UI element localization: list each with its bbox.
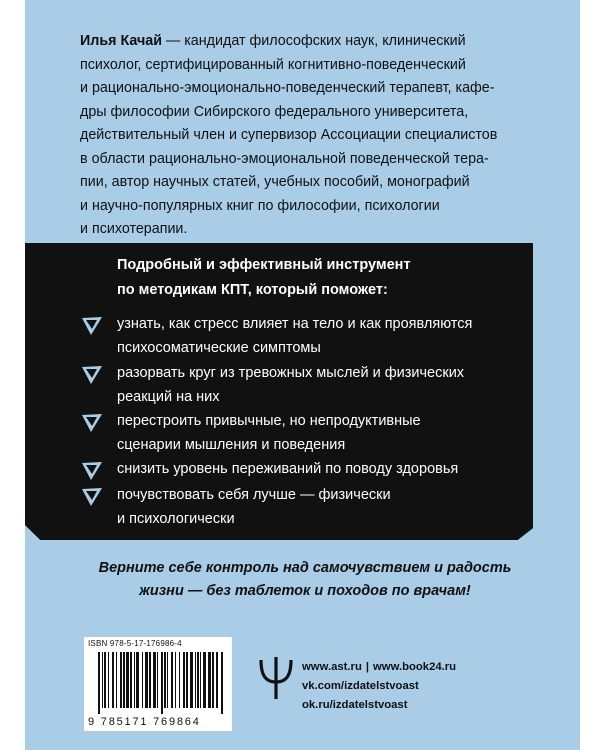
slogan-line: жизни — без таблеток и походов по врачам! — [139, 583, 471, 599]
barcode-bars — [96, 652, 228, 714]
slogan-line: Верните себе контроль над самочувствием и радость — [98, 560, 512, 576]
bio-line: и рационально-эмоционально-поведенческий терапевт, кафе- — [80, 80, 495, 96]
bio-line: — кандидат философских наук, клинический — [162, 33, 466, 49]
benefit-line: сценарии мышления и поведения — [117, 436, 346, 453]
bio-line: пии, автор научных статей, учебных пособий, монографий — [80, 174, 470, 190]
bio-line: в области рационально-эмоциональной поведенческой тера- — [80, 150, 489, 167]
publisher-logo-icon — [258, 656, 294, 700]
benefit-line: перестроить привычные, но непродуктивные — [117, 413, 421, 429]
benefit-line: почувствовать себя лучше — физически — [117, 487, 391, 503]
isbn-text: ISBN 978-5-17-176986-4 — [88, 639, 182, 648]
barcode-number: 9 785171 769864 — [88, 716, 201, 728]
bio-line: действительный член и супервизор Ассоциации специалистов — [80, 127, 498, 143]
arrow-bullet-icon — [82, 488, 102, 506]
link-book24[interactable]: www.book24.ru — [373, 661, 457, 673]
publisher-links — [302, 658, 456, 715]
panel-title-line: по методикам КПТ, который поможет: — [117, 282, 388, 298]
arrow-bullet-icon — [82, 366, 102, 384]
benefit-line: и психологически — [117, 510, 235, 527]
arrow-bullet-icon — [82, 317, 102, 335]
link-ast[interactable]: www.ast.ru — [302, 661, 362, 673]
benefit-line: разорвать круг из тревожных мыслей и физических — [117, 365, 465, 381]
author-name: Илья Качай — [80, 33, 162, 49]
link-separator: | — [365, 661, 370, 673]
arrow-bullet-icon — [82, 462, 102, 480]
author-bio — [80, 30, 540, 242]
benefit-line: узнать, как стресс влияет на тело и как проявляются — [117, 316, 473, 332]
benefit-line: реакций на них — [117, 388, 220, 405]
benefit-line: психосоматические симптомы — [117, 339, 321, 356]
bio-line: дры философии Сибирского федерального университета, — [80, 103, 469, 120]
link-vk[interactable]: vk.com/izdatelstvoast — [302, 680, 419, 692]
bio-line: психолог, сертифицированный когнитивно-поведенческий — [80, 56, 466, 73]
bio-line: и научно-популярных книг по философии, психологии — [80, 197, 440, 214]
panel-title-line: Подробный и эффективный инструмент — [117, 257, 411, 273]
slogan — [70, 557, 540, 603]
benefit-line: снизить уровень переживаний по поводу здоровья — [117, 461, 459, 477]
panel-title — [117, 253, 517, 303]
link-ok[interactable]: ok.ru/izdatelstvoast — [302, 699, 408, 711]
arrow-bullet-icon — [82, 414, 102, 432]
bio-line: и психотерапии. — [80, 221, 188, 237]
